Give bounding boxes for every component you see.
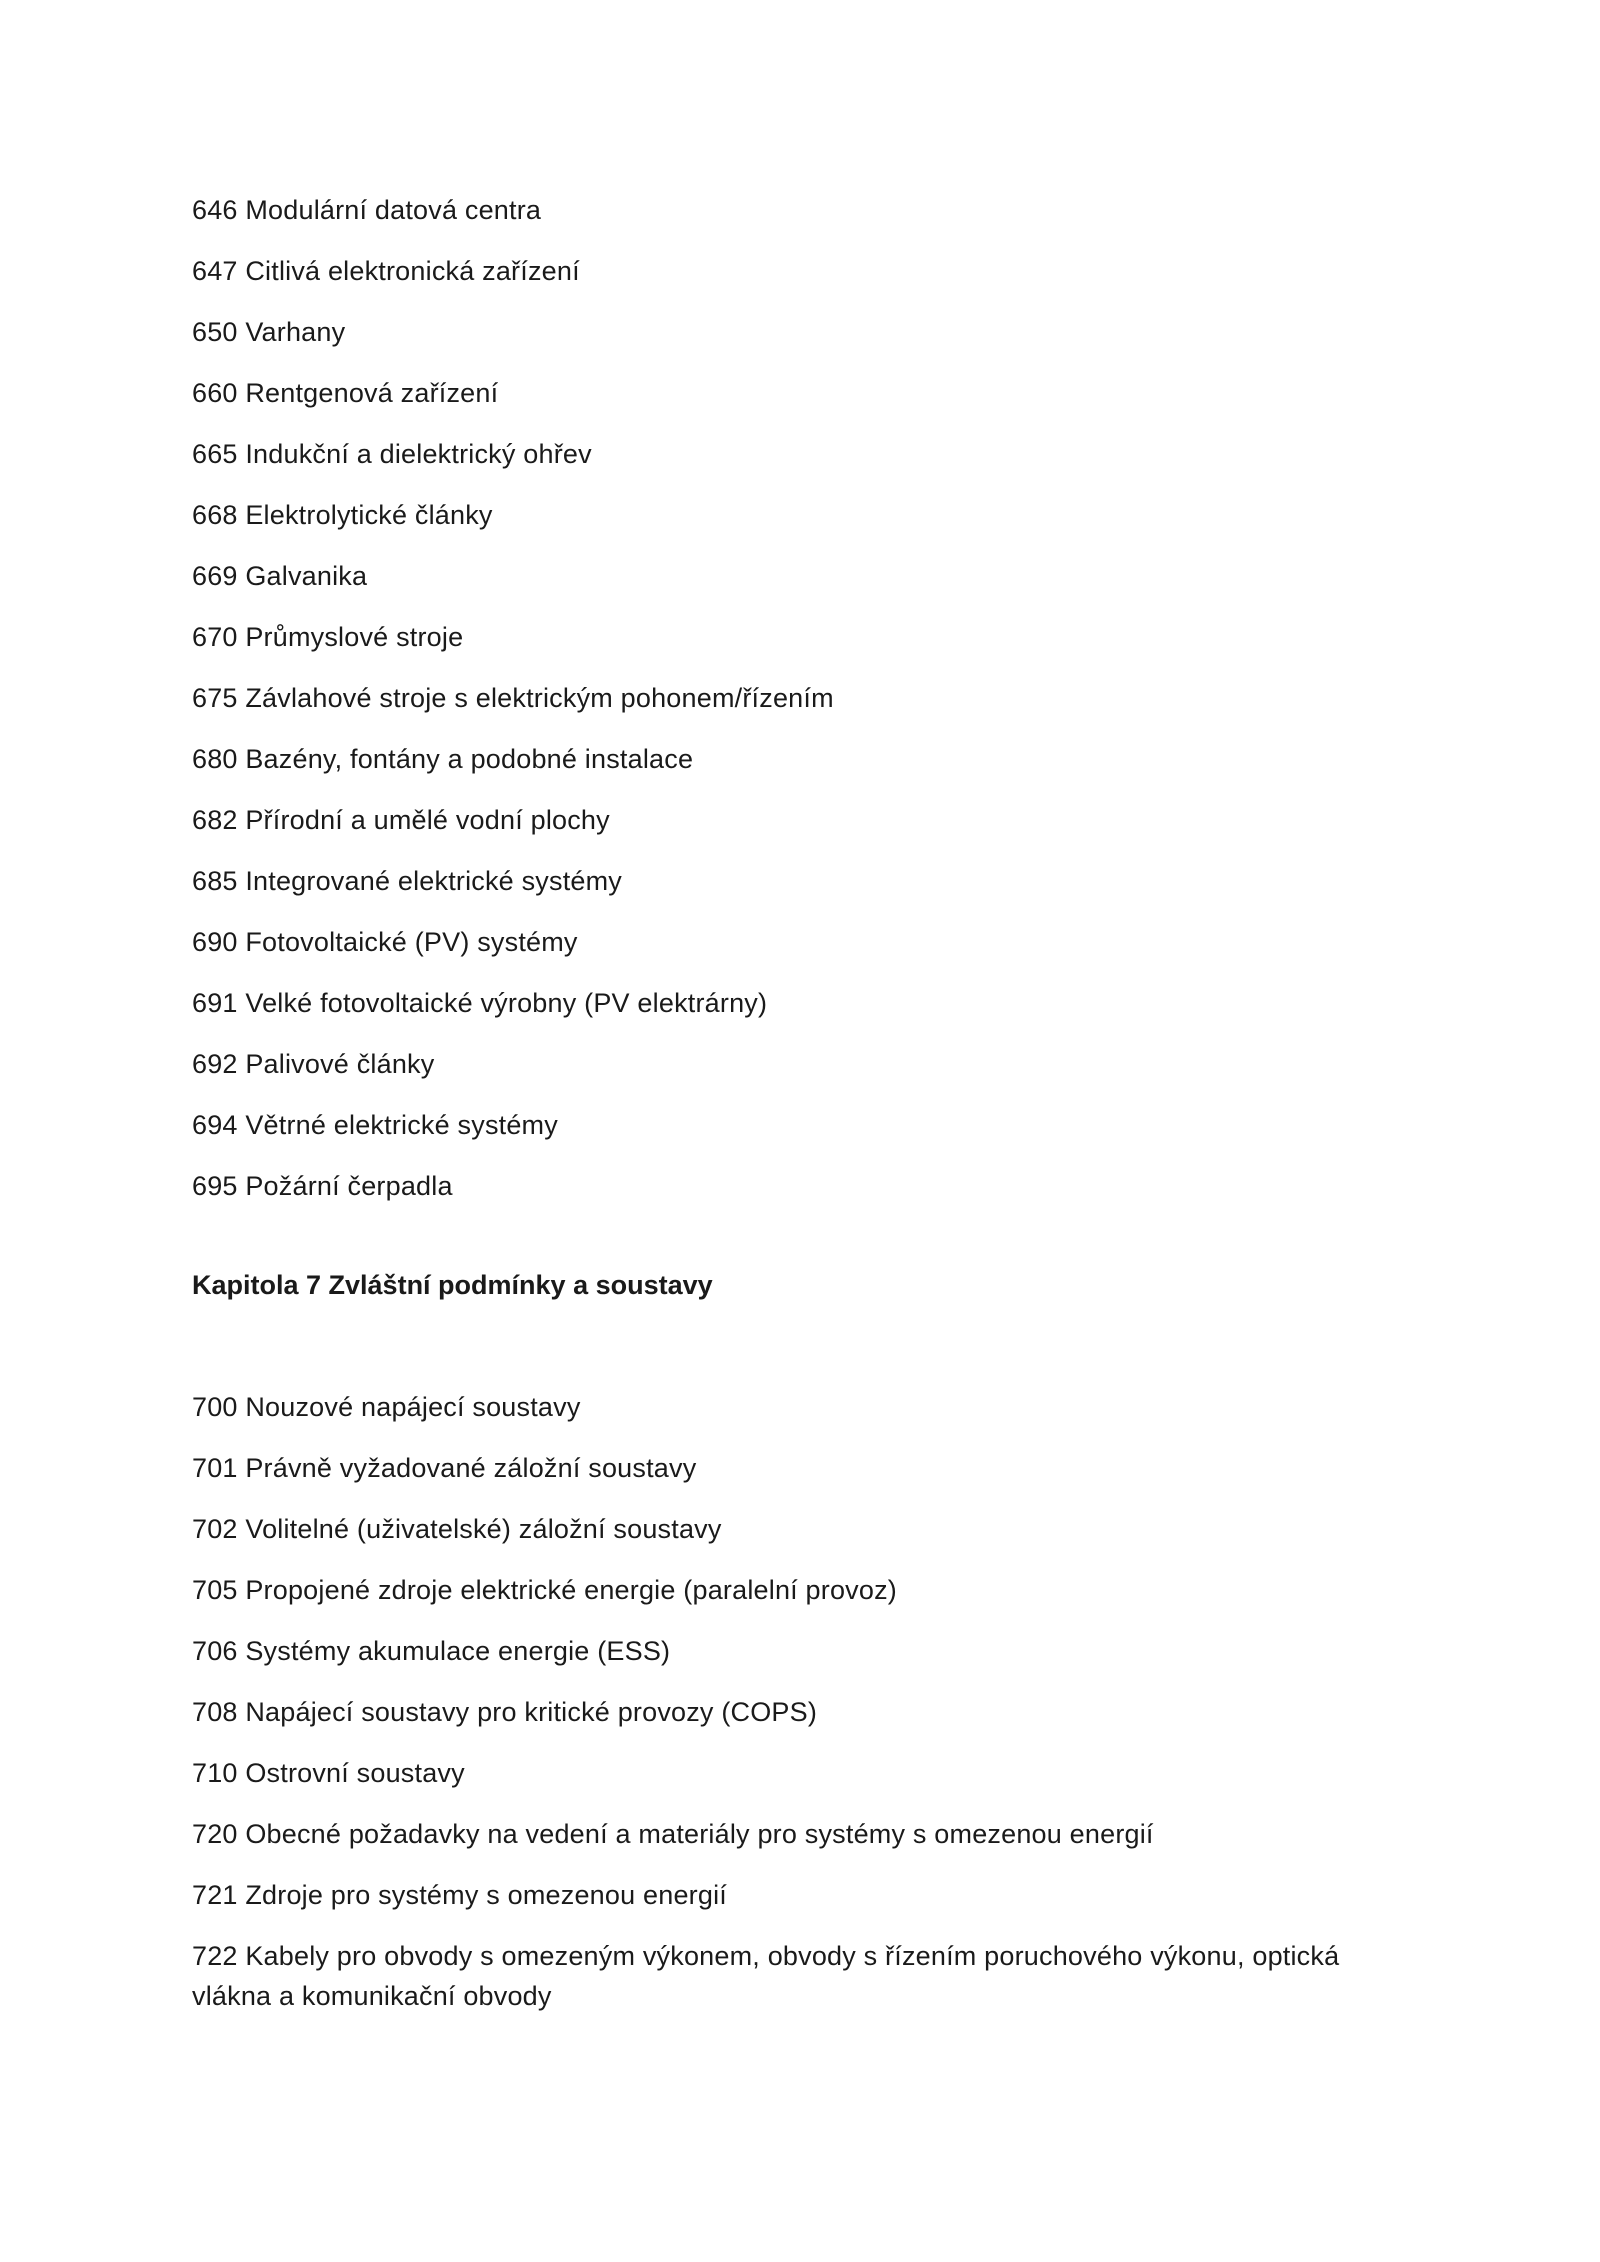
list-item: 706 Systémy akumulace energie (ESS) (192, 1636, 671, 1666)
list-item: 691 Velké fotovoltaické výrobny (PV elektrárny) (192, 988, 768, 1018)
list-item: 660 Rentgenová zařízení (192, 378, 499, 408)
list-item: 720 Obecné požadavky na vedení a materiály pro systémy s omezenou energií (192, 1819, 1154, 1849)
list-item: 692 Palivové články (192, 1049, 435, 1079)
list-item: 705 Propojené zdroje elektrické energie (paralelní provoz) (192, 1575, 897, 1605)
list-item: 708 Napájecí soustavy pro kritické provozy (COPS) (192, 1697, 818, 1727)
chapter-7-list (192, 1387, 1412, 2016)
list-item: 670 Průmyslové stroje (192, 622, 464, 652)
list-item: 721 Zdroje pro systémy s omezenou energií (192, 1880, 727, 1910)
list-item: 702 Volitelné (uživatelské) záložní soustavy (192, 1514, 722, 1544)
list-item: 647 Citlivá elektronická zařízení (192, 256, 580, 286)
chapter-6-list (192, 190, 1412, 1206)
document-page (192, 190, 1412, 2037)
chapter-heading: Kapitola 7 Zvláštní podmínky a soustavy (192, 1270, 713, 1300)
list-item: 722 Kabely pro obvody s omezeným výkonem, obvody s řízením poruchového výkonu, optická vlákna a komunikační obvody (192, 1941, 1340, 2011)
list-item: 650 Varhany (192, 317, 346, 347)
list-item: 685 Integrované elektrické systémy (192, 866, 623, 896)
list-item: 675 Závlahové stroje s elektrickým pohonem/řízením (192, 683, 834, 713)
list-item: 665 Indukční a dielektrický ohřev (192, 439, 592, 469)
list-item: 710 Ostrovní soustavy (192, 1758, 465, 1788)
list-item: 669 Galvanika (192, 561, 368, 591)
list-item: 680 Bazény, fontány a podobné instalace (192, 744, 694, 774)
list-item: 694 Větrné elektrické systémy (192, 1110, 558, 1140)
list-item: 701 Právně vyžadované záložní soustavy (192, 1453, 697, 1483)
list-item: 690 Fotovoltaické (PV) systémy (192, 927, 578, 957)
list-item: 646 Modulární datová centra (192, 195, 542, 225)
list-item: 668 Elektrolytické články (192, 500, 493, 530)
list-item: 682 Přírodní a umělé vodní plochy (192, 805, 610, 835)
list-item: 700 Nouzové napájecí soustavy (192, 1392, 581, 1422)
list-item: 695 Požární čerpadla (192, 1171, 453, 1201)
